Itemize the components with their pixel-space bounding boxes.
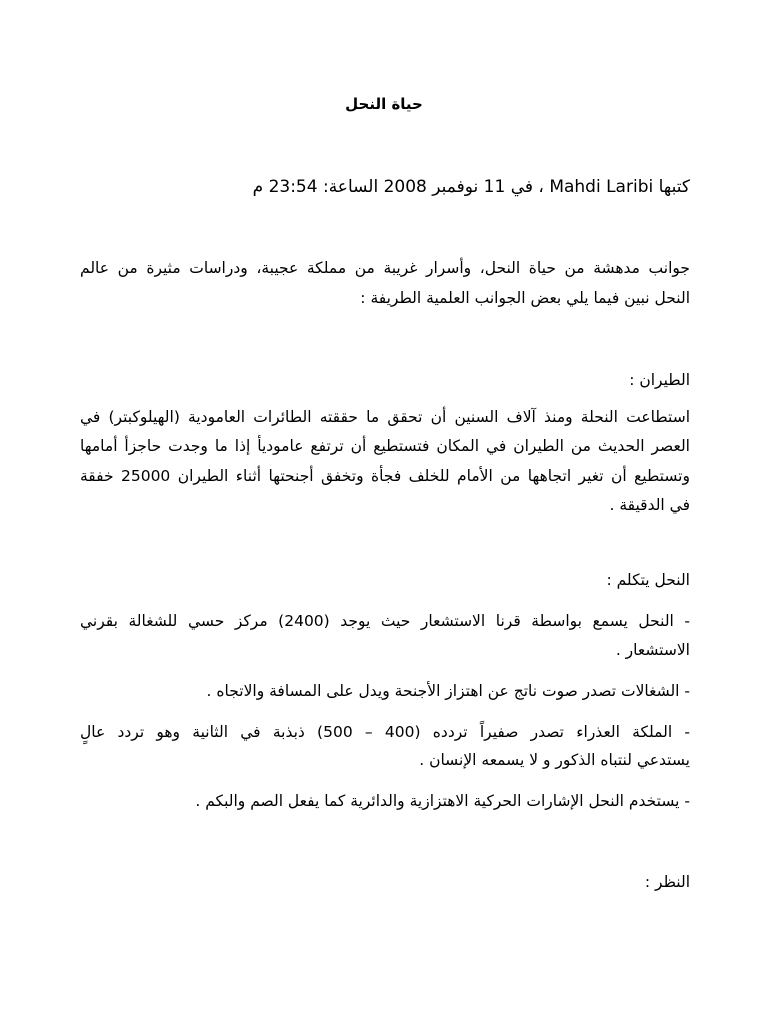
flight-line-3: وتستطيع أن تغير اتجاهها من الأمام للخلف فجأة وتخفق أجنحتها أثناء الطيران 25000 خفقة: [80, 467, 690, 485]
flight-line-1: استطاعت النحلة ومنذ آلاف السنين أن تحقق ما حققته الطائرات العامودية (الهيلوكبتر) في: [80, 408, 690, 426]
flight-line-2: العصر الحديث من الطيران في المكان فتستطيع أن ترتفع عاموديأ إذا ما وجدت حاجزأ أمامها: [80, 437, 690, 455]
byline-prefix: كتبها: [658, 177, 690, 197]
document-title: حياة النحل: [345, 95, 423, 113]
speaking-item-1-line-1: - النحل يسمع بواسطة قرنا الاستشعار حيث يوجد (2400) مركز حسي للشغالة بقرني: [80, 612, 690, 630]
intro-line-2: النحل نبين فيما يلي بعض الجوانب العلمية الطريفة :: [360, 289, 690, 307]
section-heading-flight: الطيران :: [629, 371, 690, 389]
flight-line-4: في الدقيقة .: [609, 496, 690, 514]
byline-author: Mahdi Laribi: [549, 177, 654, 197]
speaking-item-2-line-1: - الشغالات تصدر صوت ناتج عن اهتزاز الأجنحة ويدل على المسافة والاتجاه .: [206, 682, 690, 700]
speaking-item-4-line-1: - يستخدم النحل الإشارات الحركية الاهتزازية والدائرية كما يفعل الصم والبكم .: [195, 792, 690, 810]
byline-date: ، في 11 نوفمبر 2008 الساعة: 23:54 م: [252, 177, 544, 197]
byline: [253, 174, 690, 200]
section-heading-vision: النظر :: [644, 873, 690, 891]
speaking-item-3-line-2: يستدعي لنتباه الذكور و لا يسمعه الإنسان .: [419, 751, 690, 769]
speaking-item-1-line-2: الاستشعار .: [615, 641, 690, 659]
intro-line-1: جوانب مدهشة من حياة النحل، وأسرار غريبة من مملكة عجيبة، ودراسات مثيرة من عالم: [80, 259, 690, 277]
section-heading-speaking: النحل يتكلم :: [606, 571, 690, 589]
speaking-item-3-line-1: - الملكة العذراء تصدر صفيراً تردده (400 – 500) ذبذبة في الثانية وهو تردد عالٍ: [80, 723, 690, 741]
